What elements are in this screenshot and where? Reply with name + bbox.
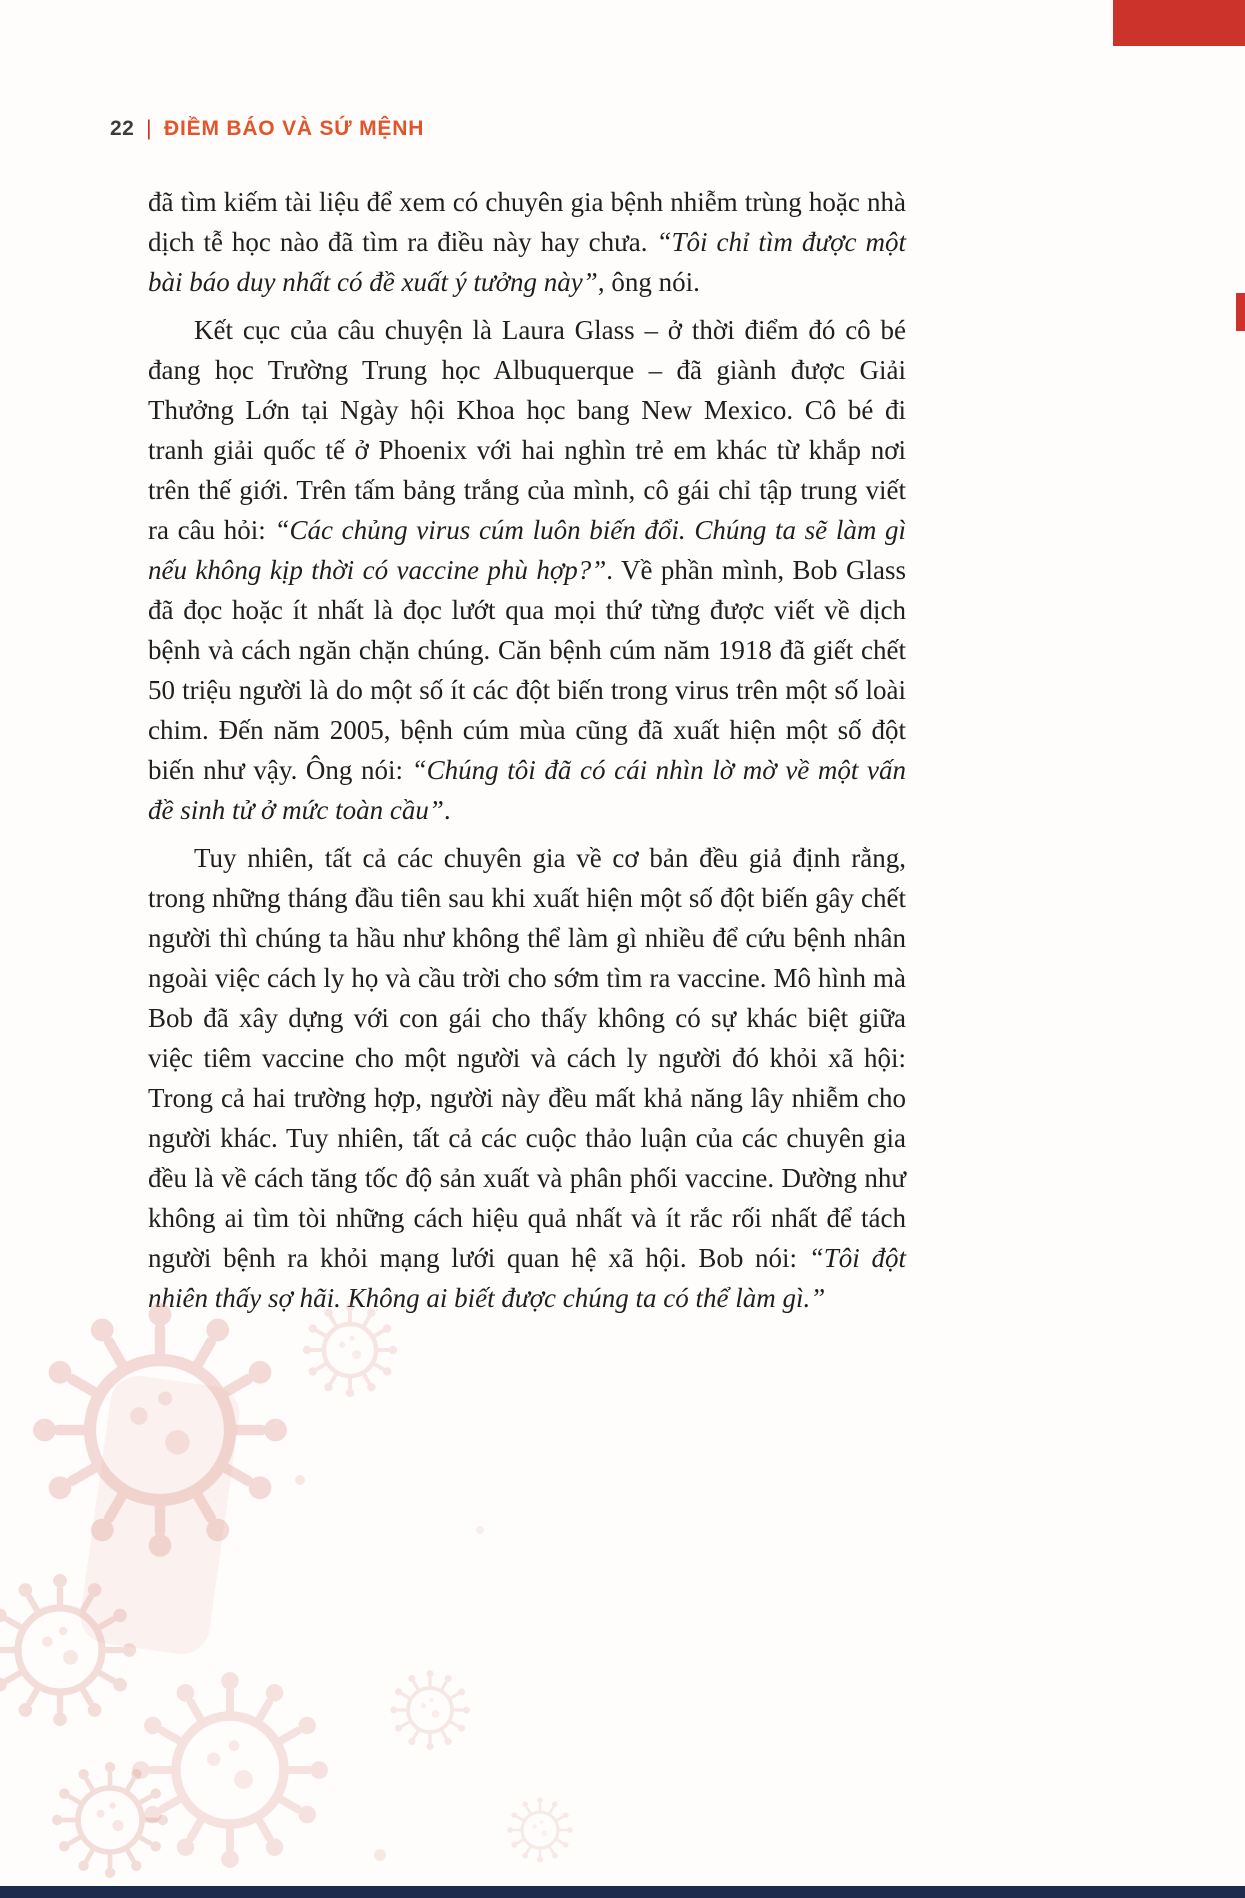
watermark-dot xyxy=(295,1475,305,1485)
paragraph xyxy=(148,838,906,1318)
text-segment: . xyxy=(443,795,451,825)
header-title: ĐIỀM BÁO VÀ SỨ MỆNH xyxy=(164,117,425,140)
watermark-dot xyxy=(476,1526,484,1534)
text-segment: Tuy nhiên, tất cả các chuyên gia về cơ bản đều giả định rằng, trong những tháng đầu tiên sau khi xuất hiện một số đột biến gây chết người thì chúng ta hầu như không thể làm gì nhiều để cứu bệnh nhân ngoài việc cách ly họ và cầu trời cho sớm tìm ra vaccine. Mô hình mà Bob đã xây dựng với con gái cho thấy không có sự khác biệt giữa việc tiêm vaccine cho một người và cách ly người đó khỏi xã hội: Trong cả hai trường hợp, người này đều mất khả năng lây nhiễm cho người khác. Tuy nhiên, tất cả các cuộc thảo luận của các chuyên gia đều là về cách tăng tốc độ sản xuất và phân phối vaccine. Dường như không ai tìm tòi những cách hiệu quả nhất và ít rắc rối nhất để tách người bệnh ra khỏi mạng lưới quan hệ xã hội. Bob nói: xyxy=(148,843,906,1273)
page-number: 22 xyxy=(110,117,135,140)
running-header xyxy=(110,117,424,141)
virus-watermark xyxy=(0,1230,660,1886)
right-edge-red-tab xyxy=(1236,293,1245,331)
corner-red-block xyxy=(1113,0,1245,46)
header-separator: | xyxy=(146,117,153,140)
quote-segment: “Tôi đột nhiên thấy sợ hãi. Không ai biết được chúng ta có thể làm gì.” xyxy=(148,1243,906,1313)
paragraph xyxy=(148,182,906,302)
virus-icon xyxy=(0,1574,136,1726)
virus-icon xyxy=(507,1797,572,1862)
quote-segment: “Các chủng virus cúm luôn biến đổi. Chúng ta sẽ làm gì nếu không kịp thời có vaccine phù hợp?” xyxy=(148,515,906,585)
body-text xyxy=(148,182,906,1318)
text-segment: . Về phần mình, Bob Glass đã đọc hoặc ít nhất là đọc lướt qua mọi thứ từng được viết về dịch bệnh và cách ngăn chặn chúng. Căn bệnh cúm năm 1918 đã giết chết 50 triệu người là do một số ít các đột biến trong virus trên một số loài chim. Đến năm 2005, bệnh cúm mùa cũng đã xuất hiện một số đột biến như vậy. Ông nói: xyxy=(148,555,906,785)
watermark-blob xyxy=(77,1372,243,1657)
paragraph xyxy=(148,310,906,830)
watermark-dot xyxy=(374,1849,386,1861)
text-segment: Kết cục của câu chuyện là Laura Glass – ở thời điểm đó cô bé đang học Trường Trung học Albuquerque – đã giành được Giải Thưởng Lớn tại Ngày hội Khoa học bang New Mexico. Cô bé đi tranh giải quốc tế ở Phoenix với hai nghìn trẻ em khác từ khắp nơi trên thế giới. Trên tấm bảng trắng của mình, cô gái chỉ tập trung viết ra câu hỏi: xyxy=(148,315,906,545)
quote-segment: “Chúng tôi đã có cái nhìn lờ mờ về một vấn đề sinh tử ở mức toàn cầu” xyxy=(148,755,906,825)
text-segment: , ông nói. xyxy=(597,267,700,297)
footer-navy-bar xyxy=(0,1886,1245,1898)
virus-icon xyxy=(52,1762,168,1878)
text-segment: đã tìm kiếm tài liệu để xem có chuyên gia bệnh nhiễm trùng hoặc nhà dịch tễ học nào đã tìm ra điều này hay chưa. xyxy=(148,187,906,257)
quote-segment: “Tôi chỉ tìm được một bài báo duy nhất có đề xuất ý tưởng này” xyxy=(148,227,906,297)
virus-icon xyxy=(33,1303,287,1557)
virus-icon xyxy=(390,1670,470,1750)
virus-icon xyxy=(132,1672,328,1868)
